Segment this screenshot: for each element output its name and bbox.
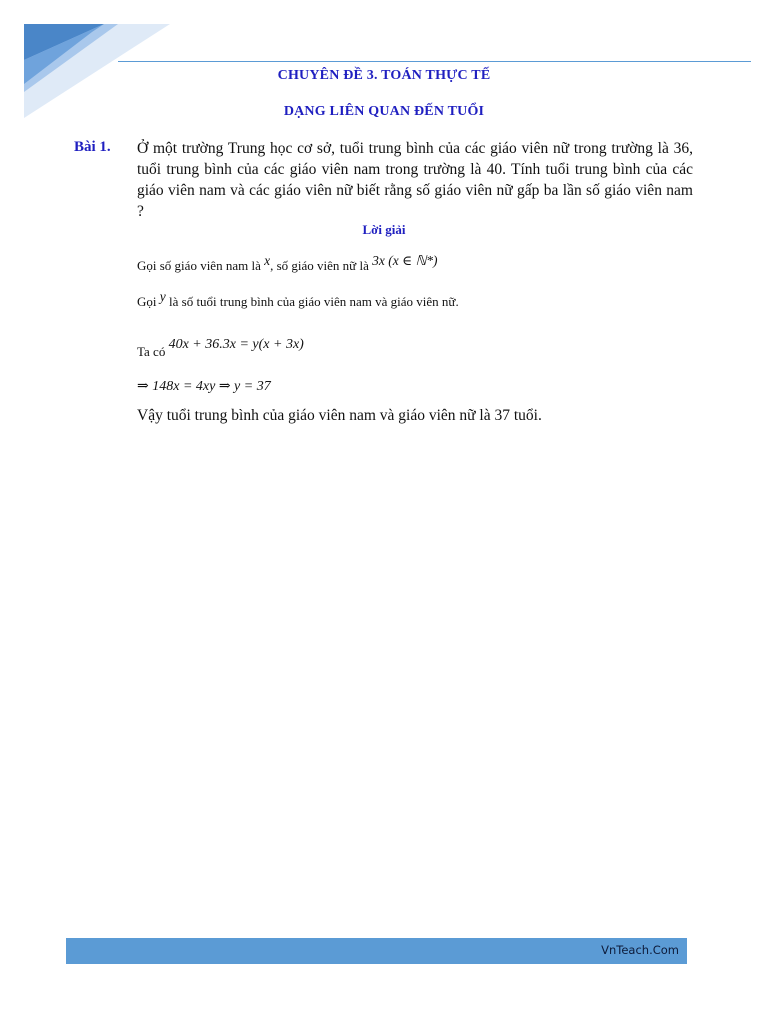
solution-line-2 [137, 289, 459, 310]
conclusion-text: Vậy tuổi trung bình của giáo viên nam và giáo viên nữ là 37 tuổi. [137, 407, 542, 424]
solution-line-2-text-b: là số tuổi trung bình của giáo viên nam và giáo viên nữ. [169, 294, 459, 309]
formula-3x: 3x (x ∈ ℕ*) [372, 253, 438, 268]
variable-x: x [264, 253, 271, 268]
equation-1: 40x + 36.3x = y(x + 3x) [168, 337, 304, 352]
variable-y: y [159, 289, 166, 304]
solution-line-4 [137, 378, 271, 395]
solution-line-2-text-a: Gọi [137, 294, 157, 309]
page-subtitle: DẠNG LIÊN QUAN ĐẾN TUỔI [283, 104, 485, 119]
footer-brand: VnTeach.Com [601, 943, 679, 957]
header-rule [118, 61, 751, 62]
problem-label: Bài 1. [74, 139, 111, 155]
solution-line-1 [137, 253, 438, 274]
solution-line-3 [137, 336, 304, 359]
problem-text: Ở một trường Trung học cơ sở, tuổi trung bình của các giáo viên nữ trong trường là 36, tuổi trung bình của các giáo viên nam trong trường là 40. Tính tuổi trung bình của các giáo viên nam và các giáo viên nữ biết rằng số giáo viên nữ gấp ba lần số giáo viên nam ? [137, 140, 693, 220]
equation-2: ⇒ 148x = 4xy ⇒ y = 37 [137, 379, 271, 394]
page-title: CHUYÊN ĐỀ 3. TOÁN THỰC TẾ [277, 68, 491, 83]
solution-heading: Lời giải [362, 222, 406, 237]
solution-line-3-text: Ta có [137, 344, 166, 359]
solution-line-1-text-a: Gọi số giáo viên nam là [137, 258, 261, 273]
solution-line-1-text-b: , số giáo viên nữ là [270, 258, 369, 273]
footer-bar [66, 938, 687, 964]
